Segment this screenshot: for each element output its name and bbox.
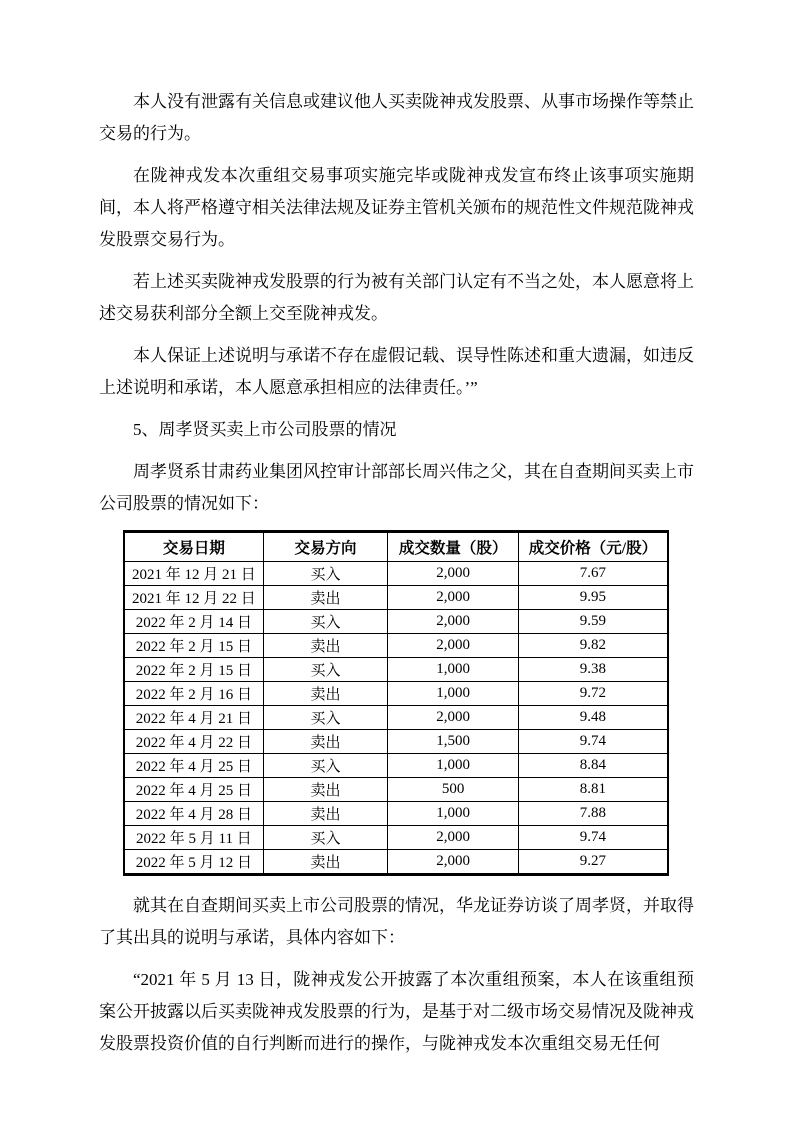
table-body bbox=[124, 562, 668, 875]
table-cell: 买入 bbox=[263, 562, 388, 586]
table-cell: 卖出 bbox=[263, 778, 388, 802]
table-cell: 1,000 bbox=[388, 754, 519, 778]
section-heading: 5、周孝贤买卖上市公司股票的情况 bbox=[133, 420, 397, 439]
table-cell: 2022 年 2 月 15 日 bbox=[124, 634, 263, 658]
table-cell: 买入 bbox=[263, 754, 388, 778]
table-cell: 2021 年 12 月 21 日 bbox=[124, 562, 263, 586]
table-cell: 7.88 bbox=[518, 802, 668, 826]
table-row bbox=[124, 850, 668, 875]
table-cell: 9.38 bbox=[518, 658, 668, 682]
table-cell: 2,000 bbox=[388, 562, 519, 586]
table-cell: 卖出 bbox=[263, 850, 388, 875]
table-row bbox=[124, 778, 668, 802]
table-cell: 2022 年 5 月 11 日 bbox=[124, 826, 263, 850]
table-row bbox=[124, 562, 668, 586]
table-cell: 卖出 bbox=[263, 586, 388, 610]
table-row bbox=[124, 826, 668, 850]
table-cell: 9.59 bbox=[518, 610, 668, 634]
table-cell: 2022 年 4 月 22 日 bbox=[124, 730, 263, 754]
table-cell: 8.84 bbox=[518, 754, 668, 778]
table-cell: 9.82 bbox=[518, 634, 668, 658]
table-cell: 9.27 bbox=[518, 850, 668, 875]
table-row bbox=[124, 706, 668, 730]
table-cell: 2,000 bbox=[388, 634, 519, 658]
table-cell: 9.74 bbox=[518, 826, 668, 850]
header-trade-date: 交易日期 bbox=[124, 532, 263, 562]
table-cell: 1,000 bbox=[388, 658, 519, 682]
table-cell: 2022 年 4 月 25 日 bbox=[124, 754, 263, 778]
table-cell: 2,000 bbox=[388, 610, 519, 634]
table-cell: 卖出 bbox=[263, 634, 388, 658]
table-cell: 2,000 bbox=[388, 586, 519, 610]
table-cell: 2022 年 2 月 16 日 bbox=[124, 682, 263, 706]
table-row bbox=[124, 634, 668, 658]
document-content bbox=[99, 86, 694, 1070]
table-cell: 500 bbox=[388, 778, 519, 802]
table-cell: 9.95 bbox=[518, 586, 668, 610]
table-cell: 2021 年 12 月 22 日 bbox=[124, 586, 263, 610]
table-cell: 2022 年 5 月 12 日 bbox=[124, 850, 263, 875]
header-trade-quantity: 成交数量（股） bbox=[388, 532, 519, 562]
table-cell: 买入 bbox=[263, 610, 388, 634]
paragraph-statement: “2021 年 5 月 13 日，陇神戎发公开披露了本次重组预案，本人在该重组预案公开披露以后买卖陇神戎发股票的行为，是基于对二级市场交易情况及陇神戎发股票投资价值的自行判断而进行的操作，与陇神戎发本次重组交易无任何 bbox=[99, 970, 694, 1053]
table-header bbox=[124, 532, 668, 562]
table-cell: 2022 年 4 月 28 日 bbox=[124, 802, 263, 826]
table-row bbox=[124, 730, 668, 754]
table-header-row bbox=[124, 532, 668, 562]
table-cell: 买入 bbox=[263, 706, 388, 730]
table-row bbox=[124, 586, 668, 610]
paragraph-commitment-2: 在陇神戎发本次重组交易事项实施完毕或陇神戎发宣布终止该事项实施期间，本人将严格遵守相关法律法规及证券主管机关颁布的规范性文件规范陇神戎发股票交易行为。 bbox=[99, 166, 694, 249]
table-cell: 2022 年 2 月 14 日 bbox=[124, 610, 263, 634]
table-cell: 2022 年 4 月 25 日 bbox=[124, 778, 263, 802]
table-cell: 9.72 bbox=[518, 682, 668, 706]
table-cell: 9.48 bbox=[518, 706, 668, 730]
table-cell: 2,000 bbox=[388, 826, 519, 850]
table-cell: 9.74 bbox=[518, 730, 668, 754]
table-cell: 买入 bbox=[263, 826, 388, 850]
table-row bbox=[124, 610, 668, 634]
paragraph-interview: 就其在自查期间买卖上市公司股票的情况，华龙证券访谈了周孝贤，并取得了其出具的说明与承诺，具体内容如下： bbox=[99, 896, 694, 947]
paragraph-intro: 周孝贤系甘肃药业集团风控审计部部长周兴伟之父，其在自查期间买卖上市公司股票的情况如下： bbox=[99, 462, 694, 513]
table-row bbox=[124, 802, 668, 826]
table-cell: 7.67 bbox=[518, 562, 668, 586]
table-cell: 1,000 bbox=[388, 682, 519, 706]
table-cell: 2022 年 2 月 15 日 bbox=[124, 658, 263, 682]
table-cell: 2,000 bbox=[388, 706, 519, 730]
table-cell: 2022 年 4 月 21 日 bbox=[124, 706, 263, 730]
header-trade-direction: 交易方向 bbox=[263, 532, 388, 562]
paragraph-commitment-4: 本人保证上述说明与承诺不存在虚假记载、误导性陈述和重大遗漏，如违反上述说明和承诺，本人愿意承担相应的法律责任。’” bbox=[99, 346, 694, 397]
paragraph-commitment-3: 若上述买卖陇神戎发股票的行为被有关部门认定有不当之处，本人愿意将上述交易获利部分全额上交至陇神戎发。 bbox=[99, 272, 694, 323]
header-trade-price: 成交价格（元/股） bbox=[518, 532, 668, 562]
table-row bbox=[124, 682, 668, 706]
table-cell: 1,000 bbox=[388, 802, 519, 826]
stock-trade-table bbox=[123, 530, 669, 876]
table-cell: 卖出 bbox=[263, 802, 388, 826]
table-cell: 买入 bbox=[263, 658, 388, 682]
table-cell: 卖出 bbox=[263, 682, 388, 706]
table-cell: 卖出 bbox=[263, 730, 388, 754]
paragraph-commitment-1: 本人没有泄露有关信息或建议他人买卖陇神戎发股票、从事市场操作等禁止交易的行为。 bbox=[99, 92, 694, 143]
table-row bbox=[124, 658, 668, 682]
table-cell: 2,000 bbox=[388, 850, 519, 875]
table-cell: 1,500 bbox=[388, 730, 519, 754]
table-row bbox=[124, 754, 668, 778]
table-cell: 8.81 bbox=[518, 778, 668, 802]
